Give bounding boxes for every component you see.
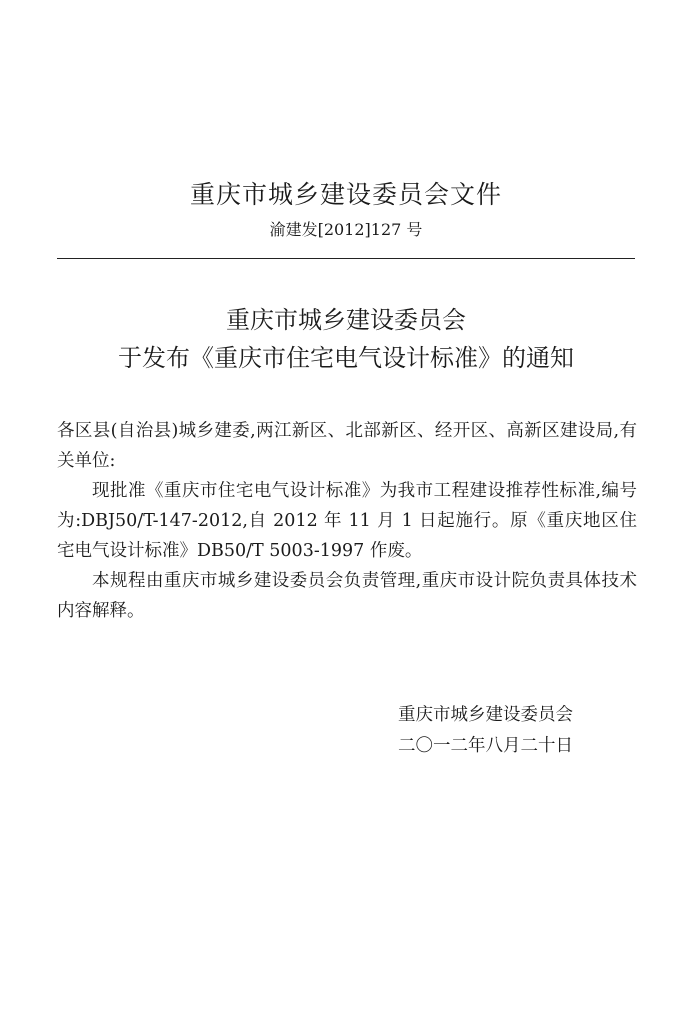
issuer-name: 重庆市城乡建设委员会文件 — [189, 180, 502, 209]
signature-org: 重庆市城乡建设委员会 — [398, 705, 573, 725]
notice-title-line-1: 重庆市城乡建设委员会 — [226, 306, 466, 334]
signature-block — [398, 700, 573, 762]
notice-title — [0, 301, 692, 377]
document-header — [0, 178, 692, 242]
body-paragraph-1: 现批准《重庆市住宅电气设计标准》为我市工程建设推荐性标准,编号为:DBJ50/T-147-2012,自 2012 年 11 月 1 日起施行。原《重庆地区住宅电气设计标准》DB50/T 5003-1997 作废。 — [57, 481, 637, 561]
body-paragraph-2: 本规程由重庆市城乡建设委员会负责管理,重庆市设计院负责具体技术内容解释。 — [57, 571, 637, 621]
header-divider — [57, 258, 635, 259]
notice-body — [57, 416, 637, 626]
signature-date: 二〇一二年八月二十日 — [398, 736, 573, 756]
document-number: 渝建发[2012]127 号 — [269, 220, 423, 239]
notice-title-line-2: 于发布《重庆市住宅电气设计标准》的通知 — [118, 344, 574, 372]
recipients: 各区县(自治县)城乡建委,两江新区、北部新区、经开区、高新区建设局,有关单位: — [57, 421, 637, 471]
